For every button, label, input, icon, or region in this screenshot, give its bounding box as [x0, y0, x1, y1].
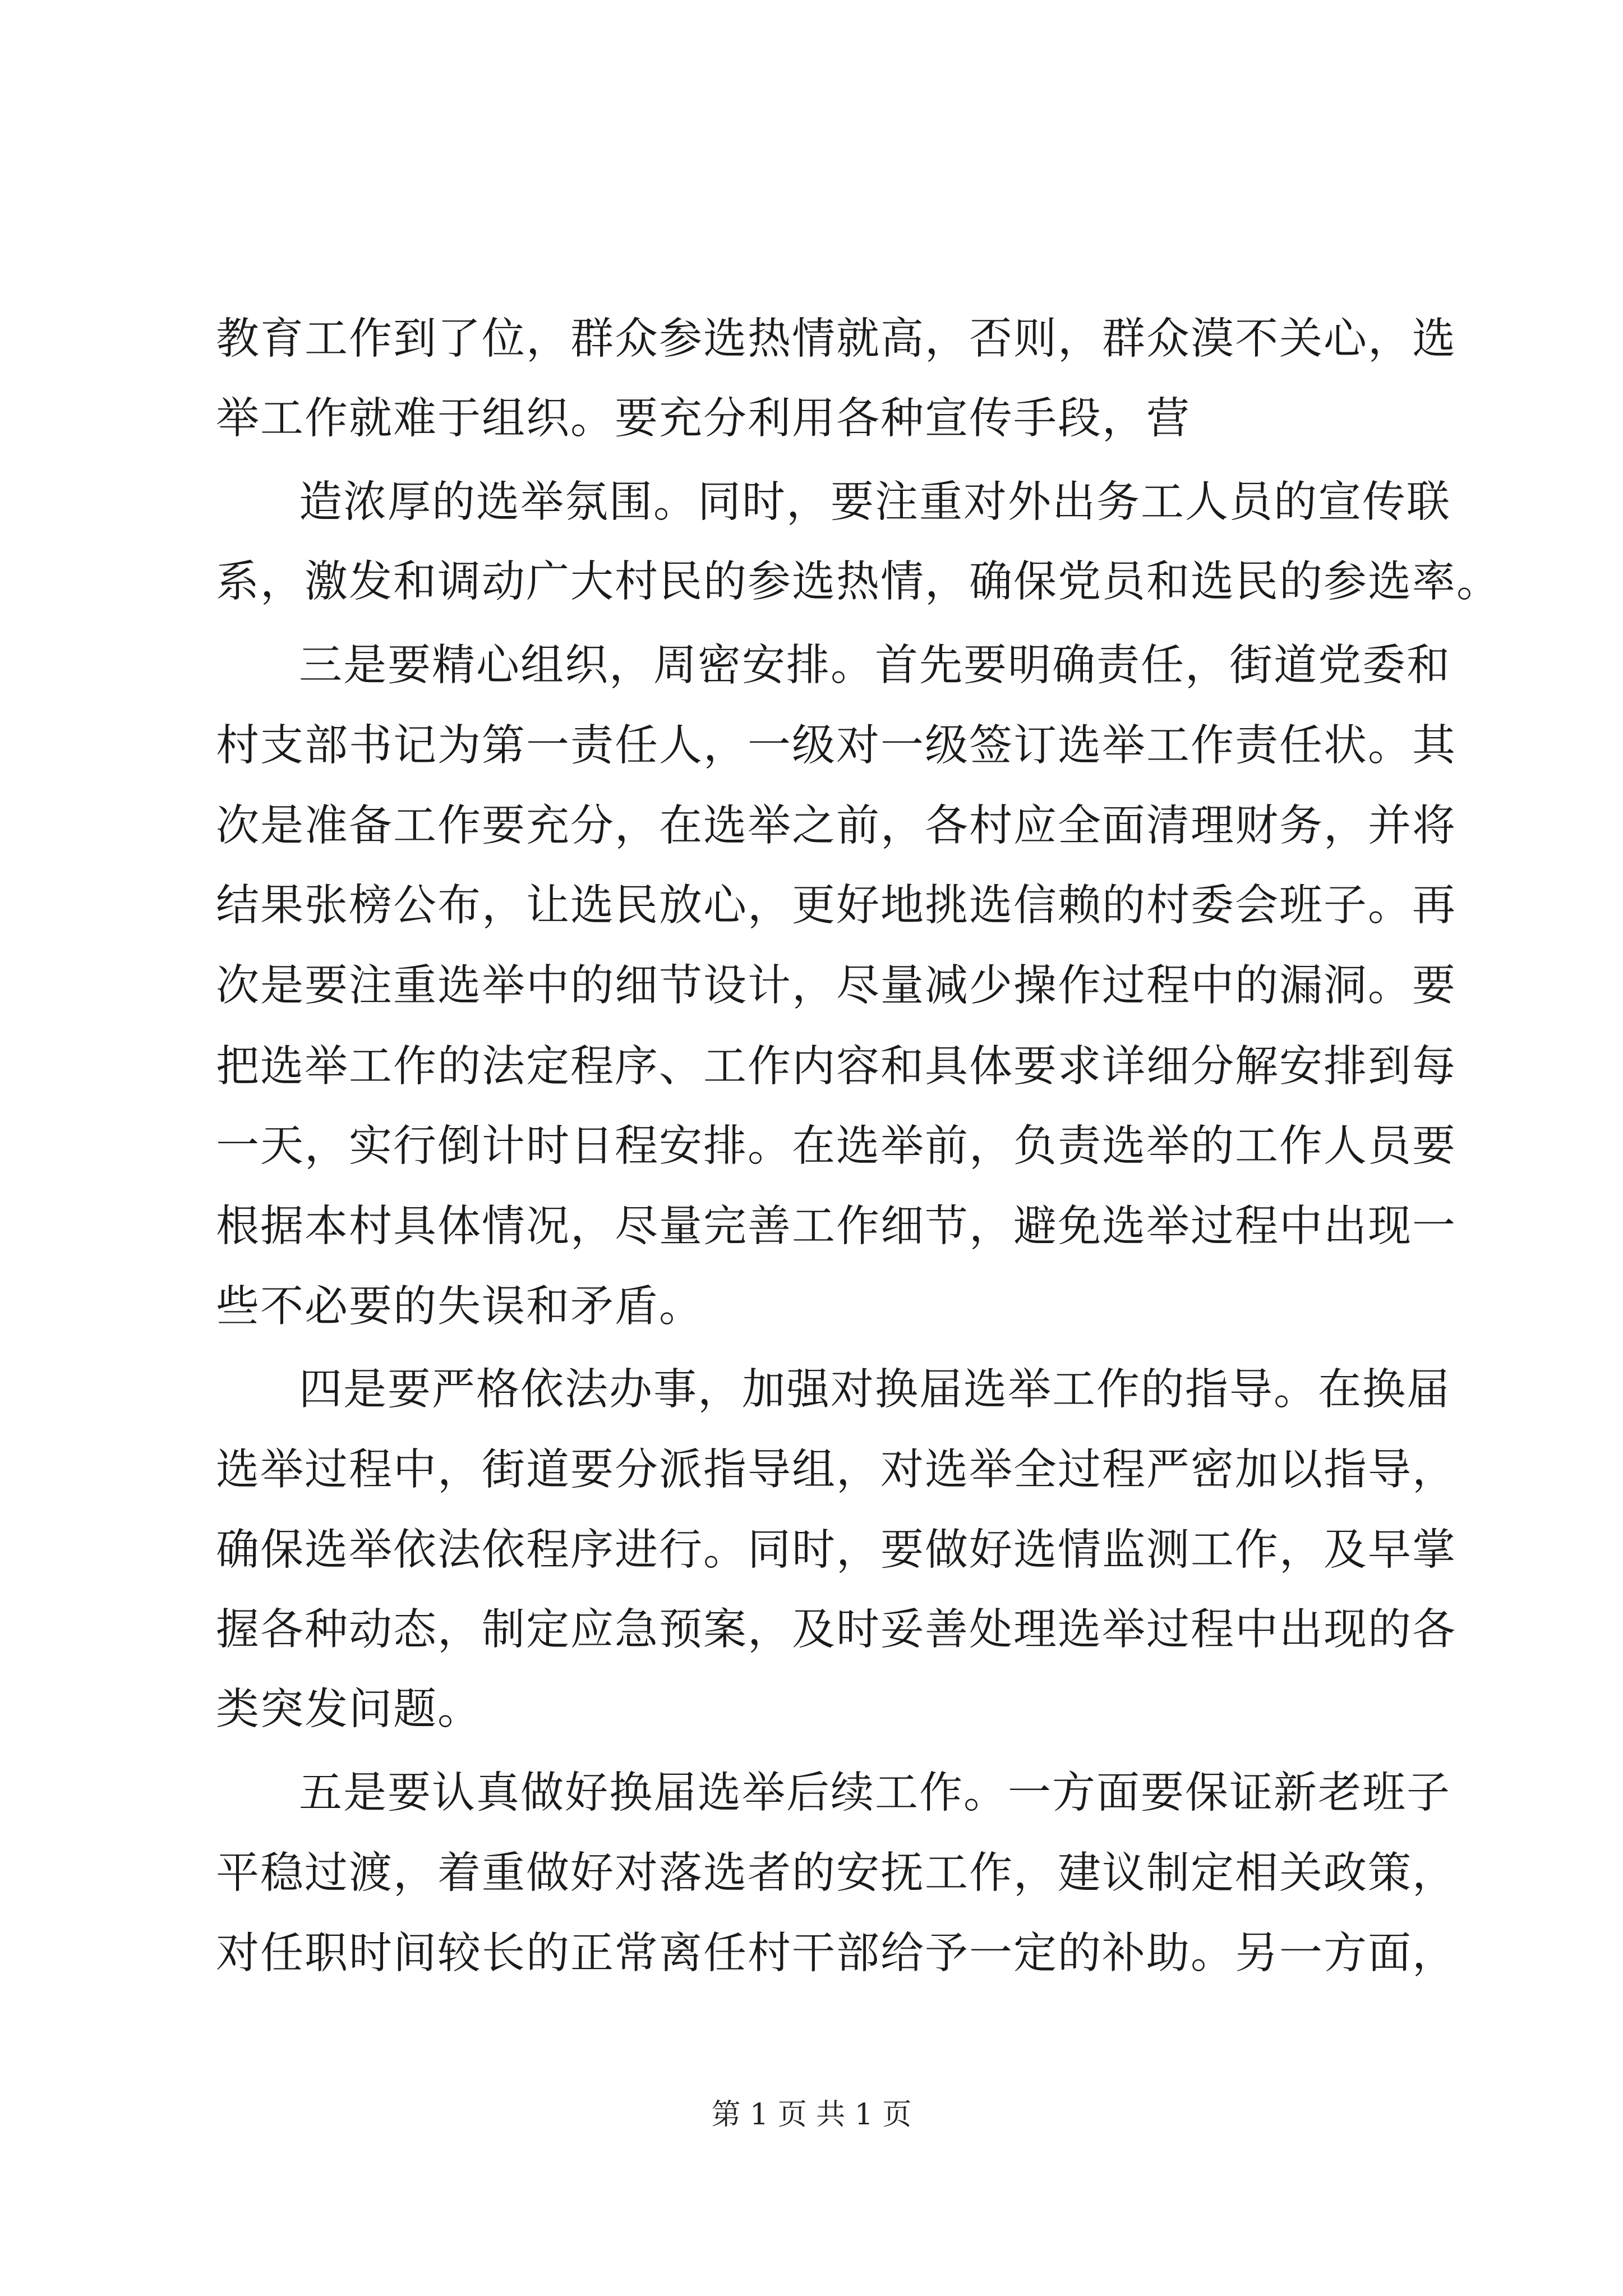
text-line: 把选举工作的法定程序、工作内容和具体要求详细分解安排到每	[216, 1042, 1456, 1092]
paragraph-start: 三是要精心组织，周密安排。首先要明确责任，街道党委和	[299, 641, 1451, 691]
text-line: 教育工作到了位，群众参选热情就高，否则，群众漠不关心，选	[216, 314, 1456, 364]
text-line: 一天，实行倒计时日程安排。在选举前，负责选举的工作人员要	[216, 1121, 1456, 1171]
text-line: 握各种动态，制定应急预案，及时妥善处理选举过程中出现的各	[216, 1605, 1456, 1655]
text-line: 系，激发和调动广大村民的参选热情，确保党员和选民的参选率。	[216, 557, 1501, 607]
text-line: 根据本村具体情况，尽量完善工作细节，避免选举过程中出现一	[216, 1202, 1456, 1251]
text-line: 些不必要的失误和矛盾。	[216, 1282, 703, 1332]
text-line: 举工作就难于组织。要充分利用各种宣传手段，营	[216, 394, 1191, 444]
text-line: 确保选举依法依程序进行。同时，要做好选情监测工作，及早掌	[216, 1525, 1456, 1575]
text-line: 次是要注重选举中的细节设计，尽量减少操作过程中的漏洞。要	[216, 961, 1456, 1011]
text-line: 选举过程中，街道要分派指导组，对选举全过程严密加以指导，	[216, 1445, 1456, 1495]
text-line: 结果张榜公布，让选民放心，更好地挑选信赖的村委会班子。再	[216, 881, 1456, 931]
text-line: 平稳过渡，着重做好对落选者的安抚工作，建议制定相关政策，	[216, 1848, 1456, 1898]
paragraph-start: 造浓厚的选举氛围。同时，要注重对外出务工人员的宣传联	[299, 477, 1451, 527]
text-line: 次是准备工作要充分，在选举之前，各村应全面清理财务，并将	[216, 801, 1456, 851]
text-line: 类突发问题。	[216, 1685, 482, 1734]
paragraph-start: 五是要认真做好换届选举后续工作。一方面要保证新老班子	[299, 1768, 1451, 1818]
paragraph-start: 四是要严格依法办事，加强对换届选举工作的指导。在换届	[299, 1365, 1451, 1415]
page-footer: 第 1 页 共 1 页	[711, 2098, 912, 2132]
text-line: 对任职时间较长的正常离任村干部给予一定的补助。另一方面，	[216, 1929, 1456, 1978]
text-line: 村支部书记为第一责任人，一级对一级签订选举工作责任状。其	[216, 721, 1456, 771]
